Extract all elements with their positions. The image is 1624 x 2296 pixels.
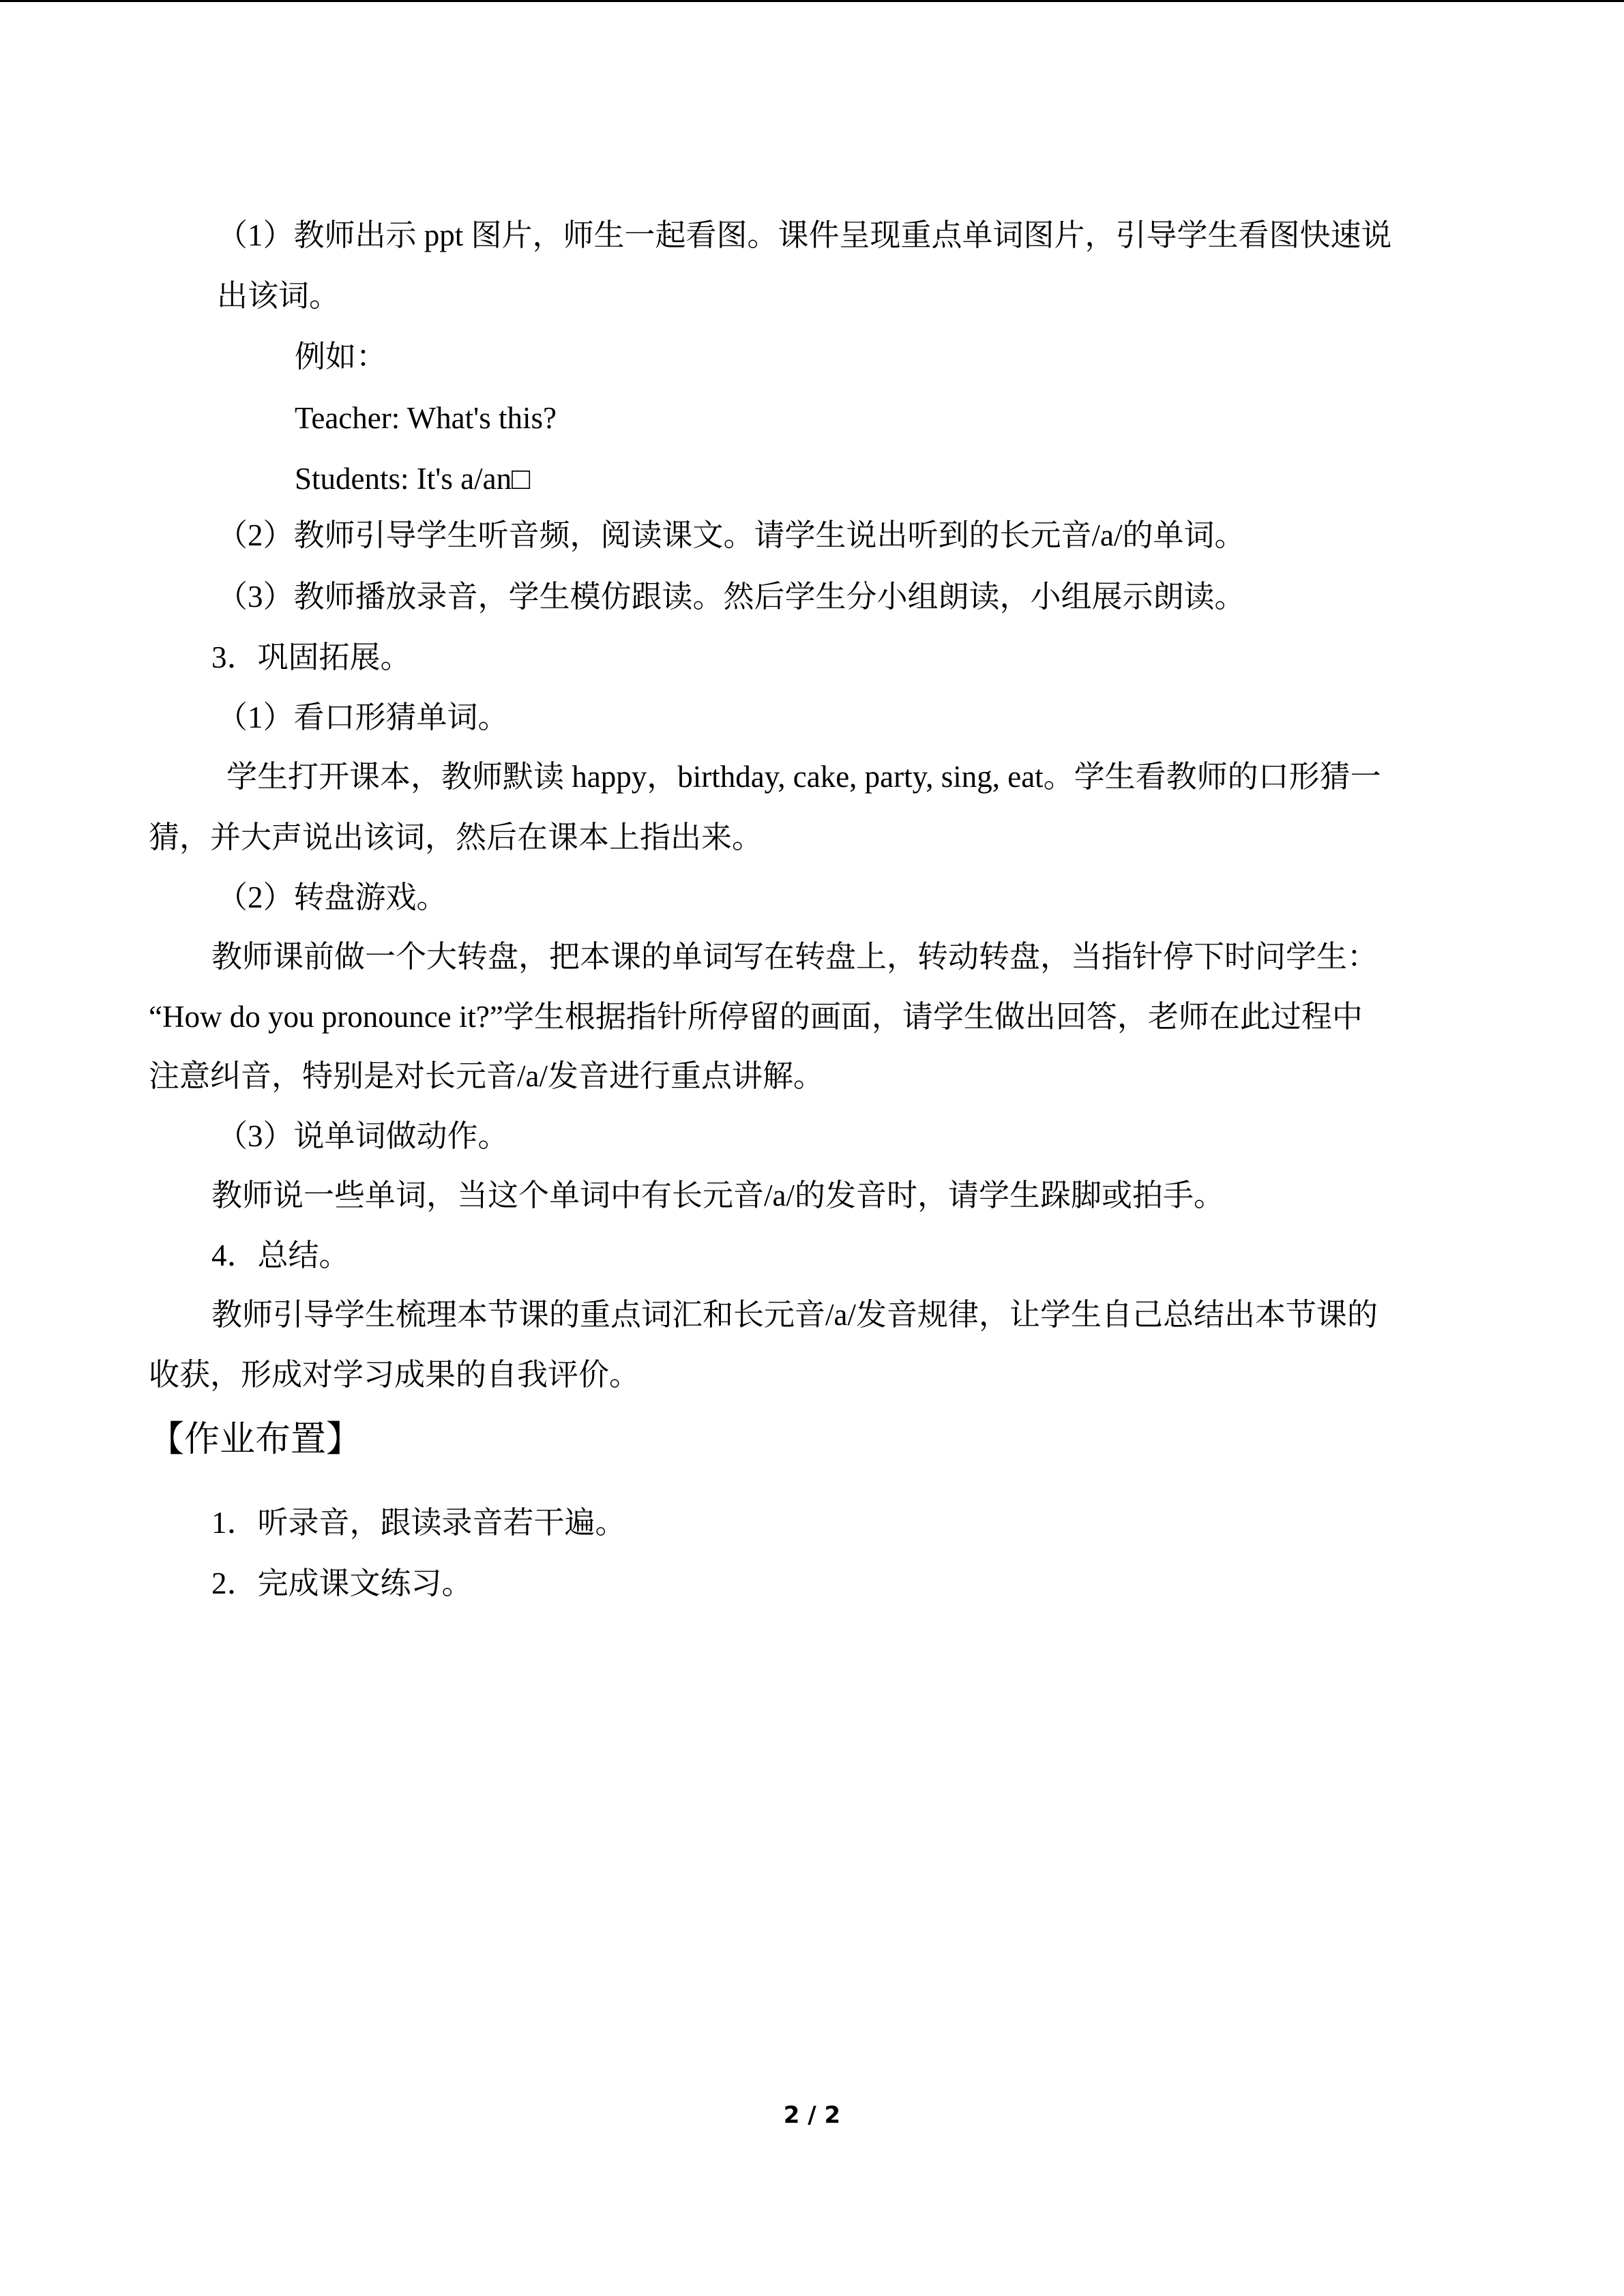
paragraph-line: 教师引导学生梳理本节课的重点词汇和长元音/a/发音规律，让学生自己总结出本节课的 <box>211 1298 1378 1332</box>
paragraph-line: 教师课前做一个大转盘，把本课的单词写在转盘上，转动转盘，当指针停下时问学生： <box>211 940 1378 974</box>
paragraph-line: （2）教师引导学生听音频，阅读课文。请学生说出听到的长元音/a/的单词。 <box>217 518 1245 552</box>
paragraph-line: （2）转盘游戏。 <box>217 880 447 914</box>
section-heading-line: 3．巩固拓展。 <box>211 640 411 674</box>
page-top-border <box>0 0 1624 2</box>
paragraph-line: 猜，并大声说出该词，然后在课本上指出来。 <box>149 820 763 854</box>
paragraph-line: 学生打开课本，教师默读 happy，birthday, cake, party, sing, eat。学生看教师的口形猜一 <box>226 760 1381 794</box>
paragraph-line: 注意纠音，特别是对长元音/a/发音进行重点讲解。 <box>149 1059 824 1093</box>
homework-item: 2．完成课文练习。 <box>211 1566 473 1600</box>
homework-heading: 【作业布置】 <box>149 1419 362 1460</box>
paragraph-line: “How do you pronounce it?”学生根据指针所停留的画面，请学生做出回答，老师在此过程中 <box>149 1000 1363 1034</box>
paragraph-line: （3）教师播放录音，学生模仿跟读。然后学生分小组朗读，小组展示朗读。 <box>217 580 1245 614</box>
paragraph-line: 教师说一些单词，当这个单词中有长元音/a/的发音时，请学生跺脚或拍手。 <box>211 1178 1224 1212</box>
paragraph-line: 例如： <box>295 340 387 374</box>
paragraph-line: （1）看口形猜单词。 <box>217 700 509 734</box>
paragraph-line: Teacher: What's this? <box>295 401 557 435</box>
homework-item: 1．听录音，跟读录音若干遍。 <box>211 1506 626 1540</box>
paragraph-line: （3）说单词做动作。 <box>217 1119 509 1153</box>
paragraph-line: 收获，形成对学习成果的自我评价。 <box>149 1358 640 1392</box>
section-heading-line: 4．总结。 <box>211 1238 350 1272</box>
paragraph-line: Students: It's a/an□ <box>295 462 531 496</box>
paragraph-line: 出该词。 <box>217 279 340 313</box>
page-number: 2 / 2 <box>783 2102 841 2129</box>
paragraph-line: （1）教师出示 ppt 图片，师生一起看图。课件呈现重点单词图片，引导学生看图快速说 <box>217 218 1392 252</box>
